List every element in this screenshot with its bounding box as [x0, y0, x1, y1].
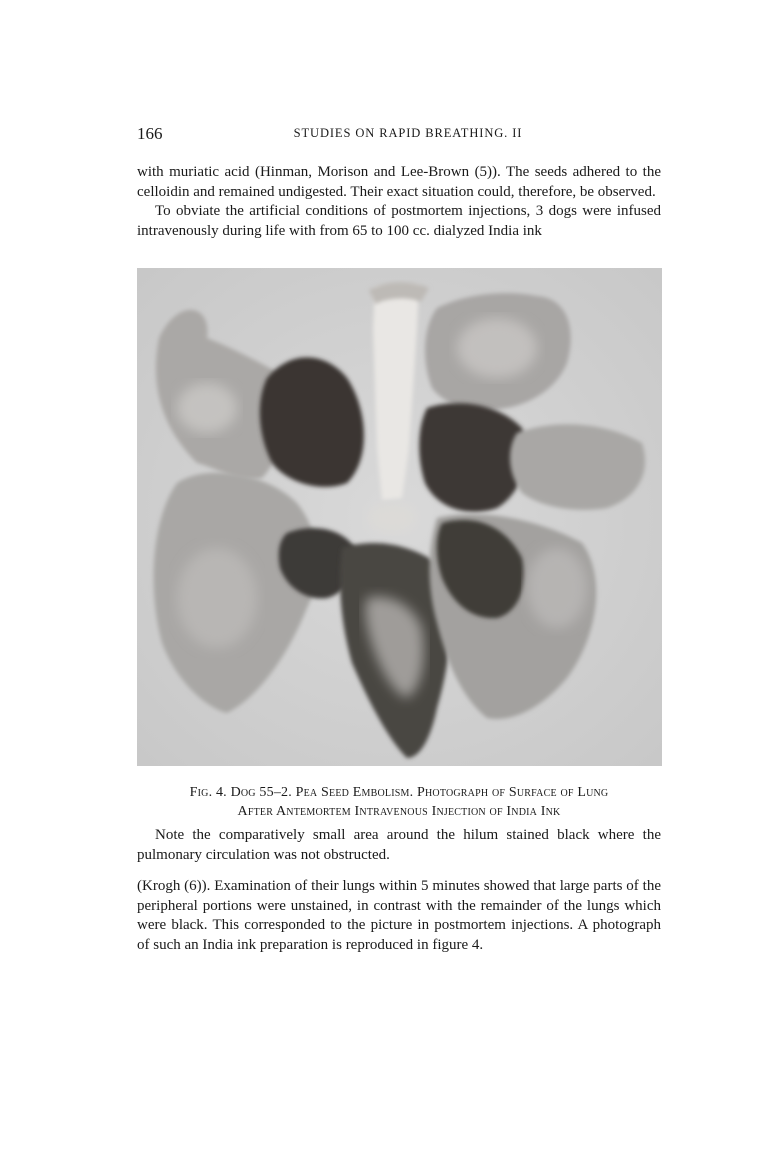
page-number: 166 [137, 124, 163, 143]
figure-caption [137, 783, 661, 821]
page-header [137, 124, 661, 146]
figure-note [137, 826, 661, 865]
figure-caption-line-2: After Antemortem Intravenous Injection of India Ink [237, 804, 561, 819]
body-text-bottom [137, 877, 661, 955]
figure-note-text: Note the comparatively small area around the hilum stained black where the pulmonary circulation was not obstructed. [137, 827, 661, 863]
lung-photograph [137, 268, 662, 766]
running-head: STUDIES ON RAPID BREATHING. II [293, 126, 523, 140]
paragraph-infusion: To obviate the artificial conditions of postmortem injections, 3 dogs were infused intravenously during life with from 65 to 100 cc. dialyzed India ink [137, 203, 661, 239]
body-text-top [137, 163, 661, 241]
figure-caption-line-1: Fig. 4. Dog 55–2. Pea Seed Embolism. Photograph of Surface of Lung [189, 785, 609, 800]
paragraph-continuation: with muriatic acid (Hinman, Morison and Lee-Brown (5)). The seeds adhered to the celloidin and remained undigested. Their exact situation could, therefore, be observed. [137, 164, 661, 200]
paragraph-examination: (Krogh (6)). Examination of their lungs within 5 minutes showed that large parts of the peripheral portions were unstained, in contrast with the remainder of the lungs which were black. This corresponded to the picture in postmortem injections. A photograph of such an India ink preparation is reproduced in figure 4. [137, 878, 661, 953]
lung-photograph-image [137, 268, 662, 766]
